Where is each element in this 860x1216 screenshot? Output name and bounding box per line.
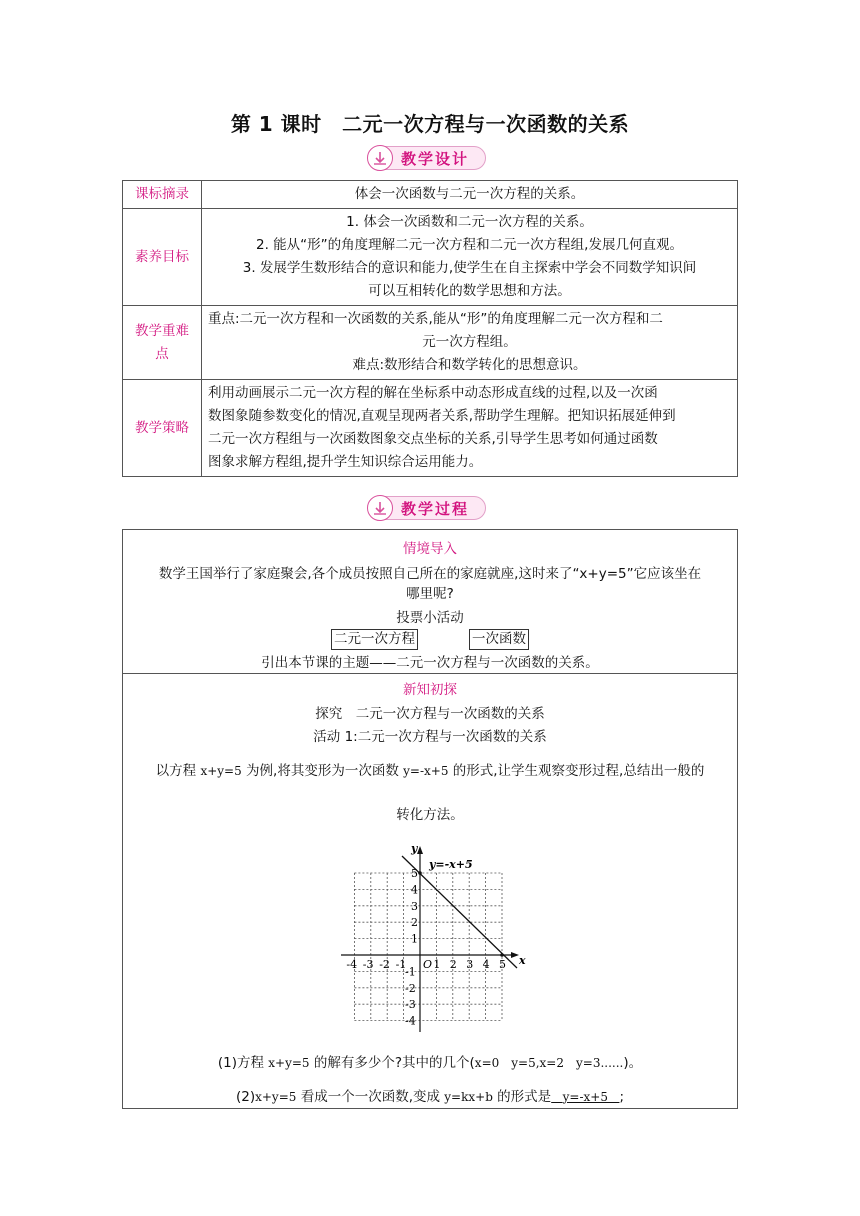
vote-option-function[interactable] [469,629,529,650]
banner-label: 教学设计 [401,150,470,168]
text-span: 看成一个一次函数,变成 [296,1089,445,1105]
answer-values: x=0 y=5,x=2 y=3...... [474,1056,624,1070]
option-label: 二元一次方程 [331,629,418,650]
y-tick-label: 3 [411,899,418,913]
activity-paragraph-line2: 转化方法。 [396,807,464,823]
y-tick-label: -3 [405,998,416,1012]
standards-content: 体会一次函数与二元一次方程的关系。 [202,181,738,209]
equation: y=kx+b [444,1090,493,1104]
text-span: )。 [623,1055,643,1071]
y-tick-label: -4 [405,1014,416,1028]
lesson-title: 第 1 课时 二元一次方程与一次函数的关系 [230,112,630,136]
origin-label: O [423,958,433,971]
strategy-line: 利用动画展示二元一次方程的解在坐标系中动态形成直线的过程,以及一次函 [208,385,658,401]
strategy-line: 数图象随参数变化的情况,直观呈现两者关系,帮助学生理解。把知识拓展延伸到 [208,408,676,424]
teaching-design-table [122,180,738,477]
linear-function-graph [339,840,529,1035]
question-2 [123,1086,737,1108]
goal-item: 2. 能从“形”的角度理解二元一次方程和二元一次方程组,发展几何直观。 [256,237,683,253]
x-tick-label: -2 [379,958,390,971]
equation: x+y=5 [200,764,242,778]
y-tick-label: -2 [405,981,416,995]
y-tick-label: -1 [405,965,416,979]
text-span: 的解有多少个?其中的几个( [309,1055,475,1071]
teaching-process-box [122,529,738,1109]
goals-content [202,209,738,306]
answer-blank [551,1090,619,1104]
intro-heading: 情境导入 [403,541,457,557]
y-tick-label: 4 [411,883,418,897]
answer-text: y=-x+5 [562,1090,608,1104]
x-axis-label: x [519,954,526,967]
key-point-line: 元一次方程组。 [422,334,517,350]
activity-heading: 活动 1:二元一次方程与一次函数的关系 [313,729,547,745]
teaching-process-banner [368,496,486,520]
x-tick-label: -1 [395,958,407,971]
equation: x+y=5 [268,1056,310,1070]
option-label: 一次函数 [469,629,529,650]
lead-sentence: 引出本节课的主题——二元一次方程与一次函数的关系。 [261,655,599,671]
question-1 [123,1052,737,1074]
key-points-content [202,306,738,380]
banner-label: 教学过程 [401,500,470,518]
y-tick-label: 2 [411,916,418,930]
text-span: (1)方程 [217,1055,269,1071]
goal-item: 3. 发展学生数形结合的意识和能力,使学生在自主探索中学会不同数学知识间 [242,260,697,276]
vote-option-equation[interactable] [331,629,418,650]
text-span: 以方程 [155,763,201,779]
text-span: 的形式是 [492,1089,552,1105]
intro-line: 数学王国举行了家庭聚会,各个成员按照自己所在的家庭就座,这时来了“x+y=5”它应该坐在 [158,566,702,582]
label-goals: 素养目标 [123,209,202,306]
x-tick-label: 4 [482,958,490,971]
x-axis-arrow-icon [511,952,519,958]
teaching-design-banner [368,146,486,170]
label-key-points-b: 点 [155,345,169,362]
equation: x+y=5 [255,1090,297,1104]
key-point-line: 重点:二元一次方程和一次函数的关系,能从“形”的角度理解二元一次方程和二 [208,311,663,327]
section-divider [123,673,737,674]
banner-ribbon-icon [367,495,393,521]
intercept-point [418,871,422,875]
label-key-points [123,306,202,380]
x-tick-label: 1 [433,958,441,971]
goal-item: 1. 体会一次函数和二元一次方程的关系。 [346,214,593,230]
y-axis-label: y [411,842,418,855]
text-span: (2) [235,1089,256,1105]
x-tick-label: -4 [346,958,358,971]
vote-activity: 投票小活动 [396,610,464,626]
equation: y=-x+5 [403,764,449,778]
label-standards: 课标摘录 [123,181,202,209]
y-tick-label: 1 [411,932,418,946]
activity-paragraph [123,760,737,782]
y-tick-label: 5 [411,867,418,880]
line-label: y=-x+5 [429,858,473,871]
strategy-line: 二元一次方程组与一次函数图象交点坐标的关系,引导学生思考如何通过函数 [208,431,658,447]
label-key-points-a: 教学重难 [135,322,189,339]
goal-item: 可以互相转化的数学思想和方法。 [368,283,571,299]
y-axis-arrow-icon [417,846,423,854]
intro-line: 哪里呢? [406,586,454,602]
banner-ribbon-icon [367,145,393,171]
x-tick-label: 3 [466,958,474,971]
intercept-point [500,953,504,957]
x-tick-label: 5 [499,958,506,971]
new-knowledge-heading: 新知初探 [403,682,457,698]
explore-heading: 探究 二元一次方程与一次函数的关系 [315,706,545,722]
strategy-line: 图象求解方程组,提升学生知识综合运用能力。 [208,454,483,470]
text-span: 的形式,让学生观察变形过程,总结出一般的 [448,763,705,779]
text-span: ; [619,1089,625,1105]
strategy-content [202,380,738,477]
key-point-line: 难点:数形结合和数学转化的思想意识。 [352,357,587,373]
x-tick-label: 2 [449,958,457,971]
label-strategy: 教学策略 [123,380,202,477]
text-span: 为例,将其变形为一次函数 [241,763,404,779]
grid [354,873,502,1021]
x-tick-label: -3 [362,958,374,971]
